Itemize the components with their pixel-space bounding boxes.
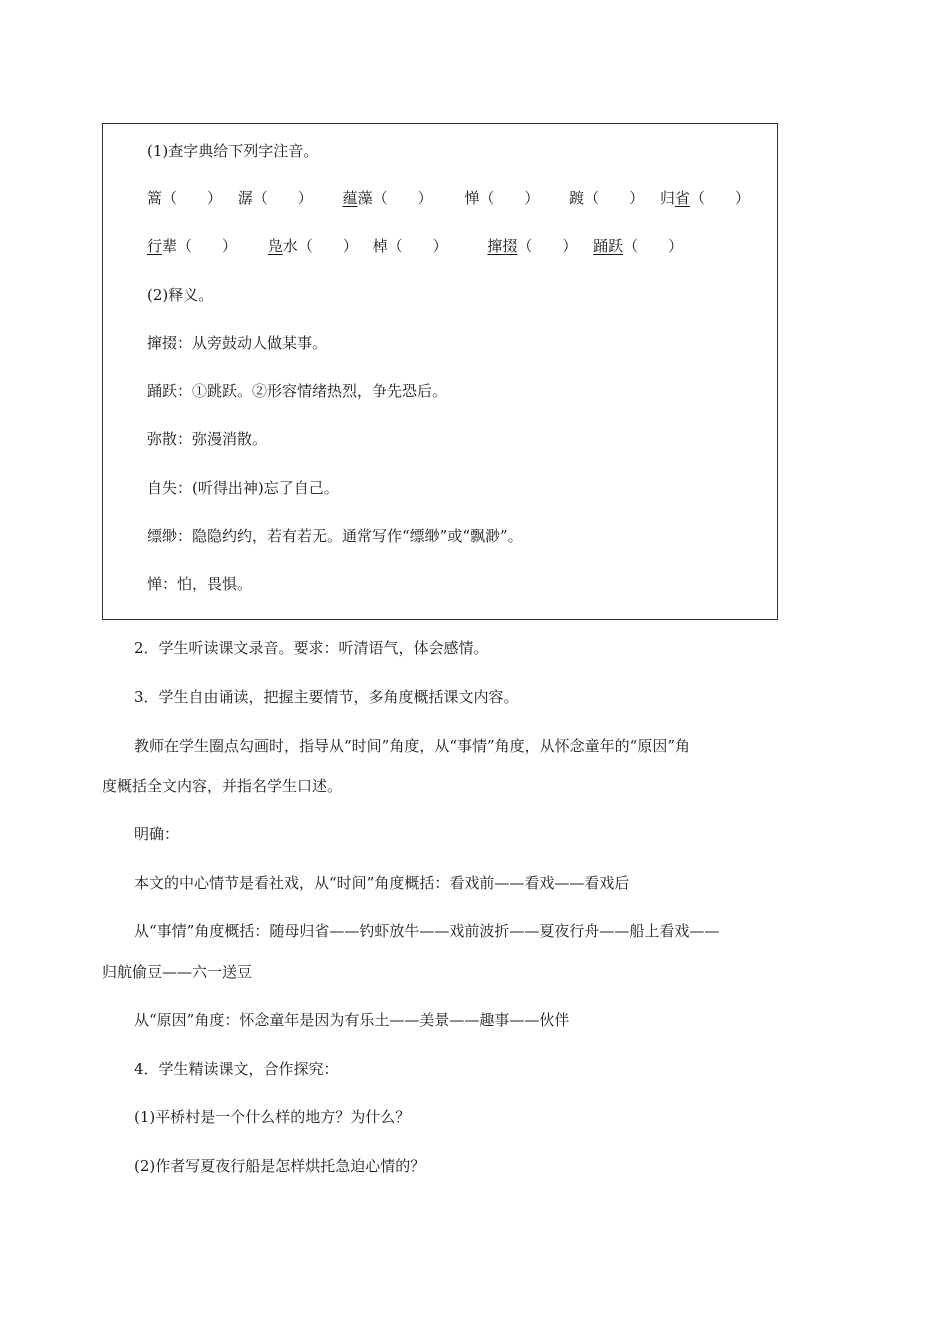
vocab-box [102, 123, 778, 620]
pinyin-item: 行辈（ ） [147, 237, 238, 255]
question-2: (2)作者写夏夜行船是怎样烘托急迫心情的？ [134, 1157, 426, 1175]
paragraph-reason: 从“原因”角度：怀念童年是因为有乐土——美景——趣事——伙伴 [134, 1011, 570, 1029]
paragraph-teacher-line-2: 度概括全文内容，并指名学生口述。 [102, 777, 343, 795]
pinyin-item: 踊跃（ ） [593, 237, 684, 255]
paragraph-event-line-2: 归航偷豆——六一送豆 [102, 963, 253, 981]
pinyin-item: 撺掇（ ） [487, 237, 578, 255]
paragraph-teacher-line-1: 教师在学生圈点勾画时，指导从“时间”角度，从“事情”角度，从怀念童年的“原因”角 [134, 737, 691, 755]
definition-item: 踊跃：①跳跃。②形容情绪热烈，争先恐后。 [147, 382, 448, 400]
pinyin-item: 篙（ ） [147, 189, 223, 207]
definition-item: 撺掇：从旁鼓动人做某事。 [147, 334, 328, 352]
paragraph-event-line-1: 从“事情”角度概括：随母归省——钓虾放牛——戏前波折——夏夜行舟——船上看戏—— [134, 922, 720, 940]
pinyin-row-2 [147, 235, 683, 256]
pinyin-item: 潺（ ） [237, 189, 313, 207]
paragraph-step-3: 3．学生自由诵读，把握主要情节，多角度概括课文内容。 [134, 688, 519, 706]
pinyin-item: 蕴藻（ ） [342, 189, 433, 207]
pinyin-row-1 [147, 187, 750, 208]
definition-item: 惮：怕，畏惧。 [147, 575, 253, 593]
pinyin-item: 惮（ ） [464, 189, 540, 207]
definition-item: 自失：(听得出神)忘了自己。 [147, 479, 339, 497]
paragraph-center-plot: 本文的中心情节是看社戏，从“时间”角度概括：看戏前——看戏——看戏后 [134, 874, 630, 892]
question-1: (1)平桥村是一个什么样的地方？为什么？ [134, 1108, 411, 1126]
q2-title: (2)释义。 [147, 286, 214, 304]
q1-title: (1)查字典给下列字注音。 [147, 142, 319, 160]
paragraph-ming: 明确： [134, 825, 180, 843]
pinyin-item: 踱（ ） [569, 189, 645, 207]
pinyin-item: 棹（ ） [372, 237, 448, 255]
definition-item: 缥缈：隐隐约约，若有若无。通常写作“缥缈”或“飘渺”。 [147, 527, 523, 545]
pinyin-item: 归省（ ） [659, 189, 750, 207]
definition-item: 弥散：弥漫消散。 [147, 430, 268, 448]
paragraph-step-2: 2．学生听读课文录音。要求：听清语气，体会感情。 [134, 639, 489, 657]
pinyin-item: 凫水（ ） [267, 237, 358, 255]
paragraph-step-4: 4．学生精读课文，合作探究： [134, 1060, 339, 1078]
